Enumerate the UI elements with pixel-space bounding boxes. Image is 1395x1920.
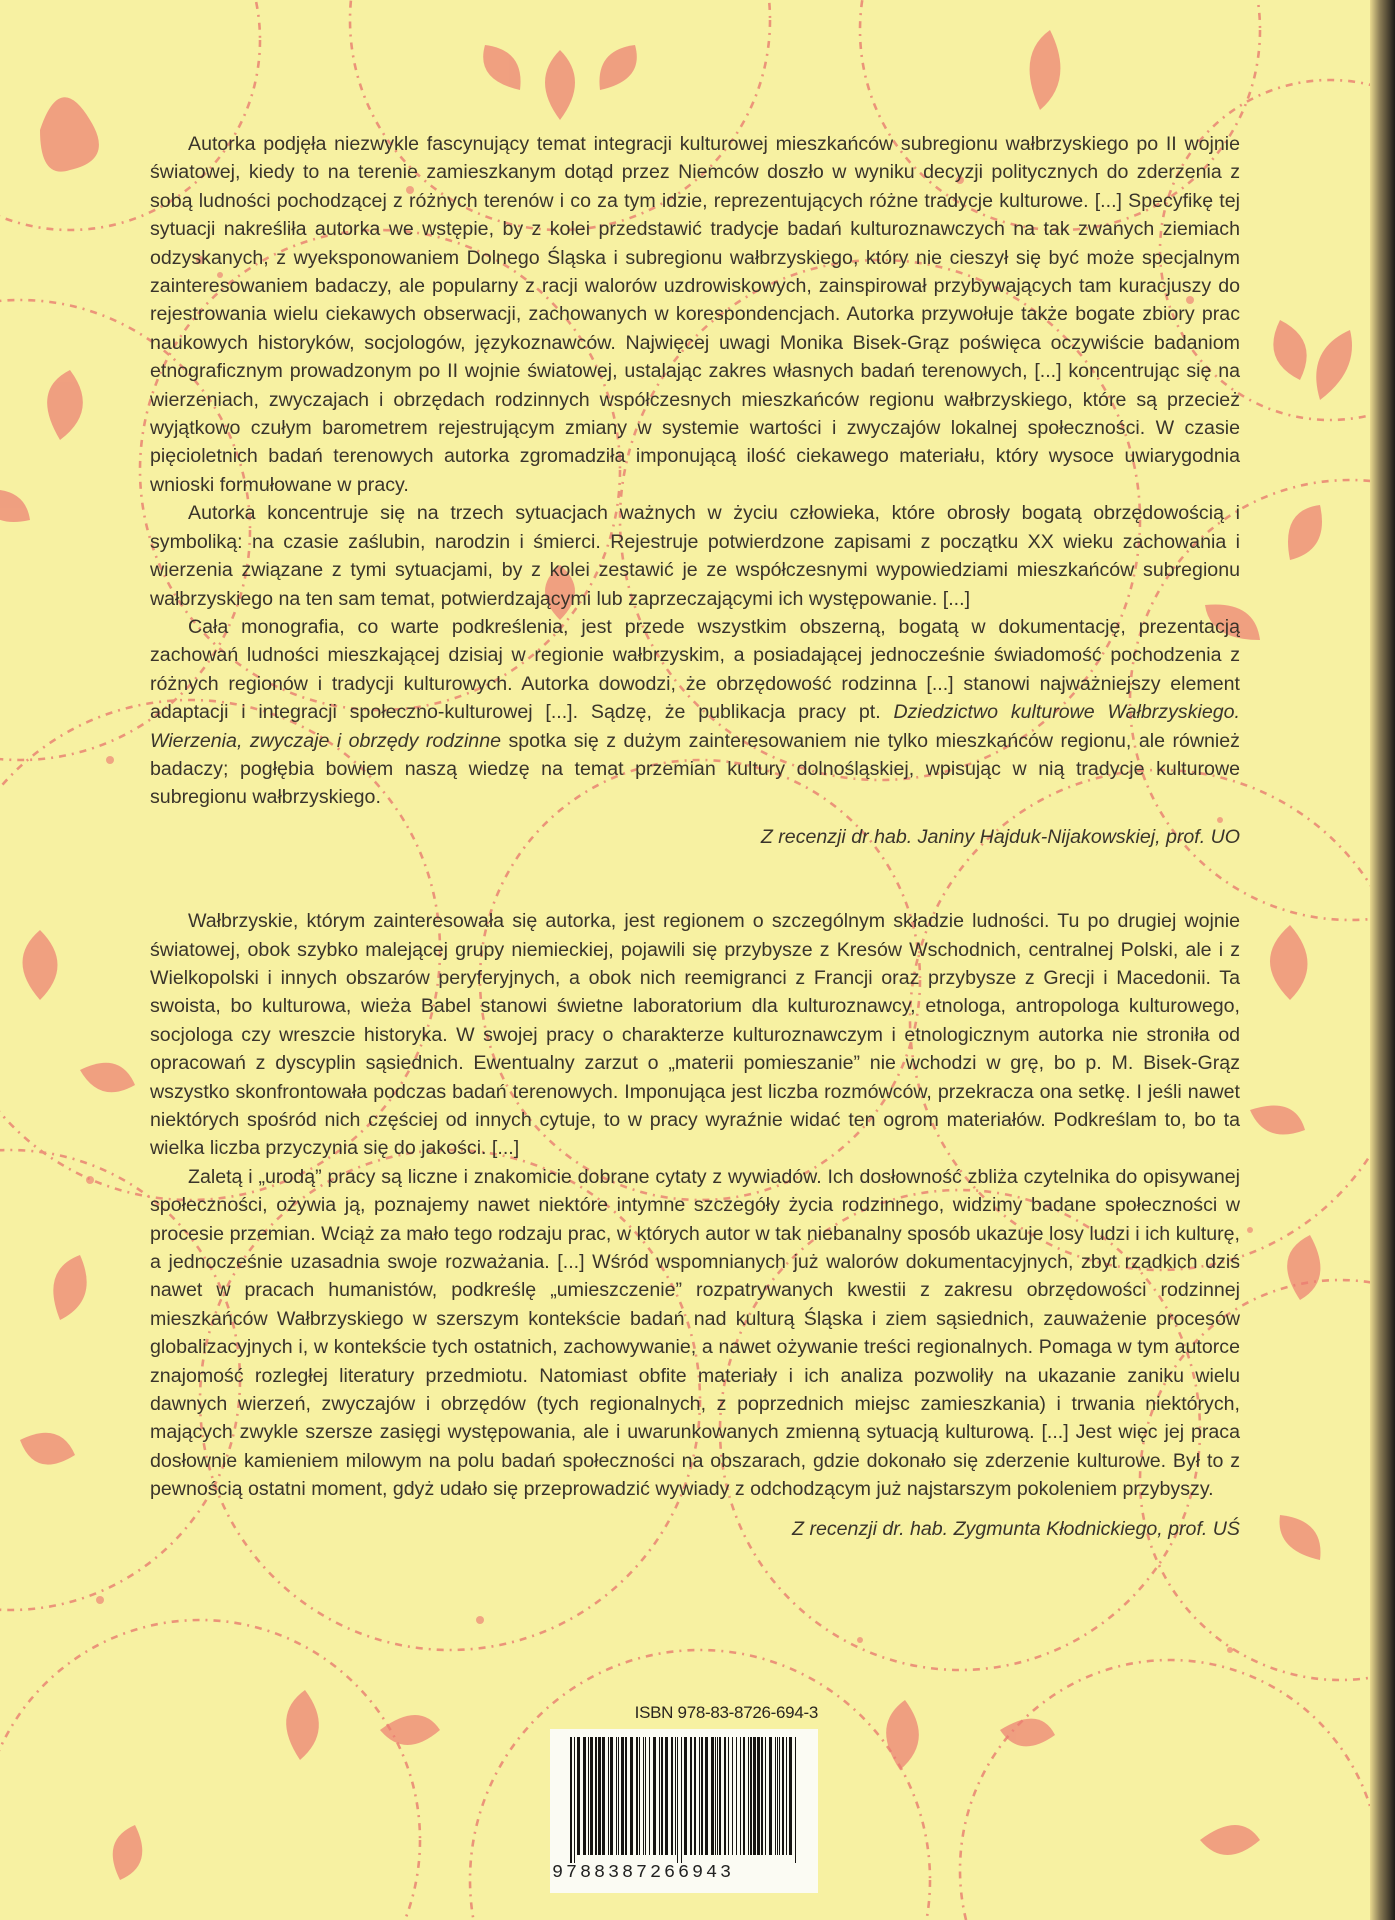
barcode-bar xyxy=(671,1737,673,1855)
barcode-bar xyxy=(753,1737,756,1855)
barcode-bar xyxy=(748,1737,749,1855)
barcode-bar xyxy=(701,1737,703,1855)
barcode-bar xyxy=(715,1737,716,1855)
barcode-bar xyxy=(621,1737,624,1855)
barcode-bar xyxy=(750,1737,752,1855)
isbn-label: ISBN 978-83-8726-694-3 xyxy=(634,1703,818,1722)
review1-paragraph-1: Autorka podjęła niezwykle fascynujący temat integracji kulturowej mieszkańców subregionu wałbrzyskiego po II wojnie światowej, kiedy to na terenie zamieszkanym dotąd przez Niemców doszło w wyniku decyzji politycznych do zderzenia z sobą ludności pochodzącej z różnych terenów i co za tym idzie, reprezentujących różne tradycje kulturowe. [...] Specyfikę tej sytuacji nakreśliła autorka we wstępie, by z kolei przedstawić tradycje badań kulturoznawczych na tak zwanych ziemiach odzyskanych, z wyeksponowaniem Dolnego Śląska i subregionu wałbrzyskiego, który nie cieszył się być może specjalnym zainteresowaniem badaczy, ale popularny z racji walorów uzdrowiskowych, zainspirował przybywających tam kuracjuszy do rejestrowania wielu ciekawych obserwacji, zachowanych w korespondencjach. Autorka przywołuje także bogate zbiory prac naukowych historyków, socjologów, językoznawców. Najwięcej uwagi Monika Bisek-Grąz poświęca oczywiście badaniom etnograficznym prowadzonym po II wojnie światowej, ustalając zakres własnych badań terenowych, [...] koncentrując się na wierzeniach, zwyczajach i obrzędach rodzinnych współczesnych mieszkańców regionu wałbrzyskiego, które są przecież wyjątkowo czułym barometrem rejestrującym zmiany w systemie wartości i zwyczajów lokalnej społeczności. W czasie pięcioletnich badań terenowych autorka zgromadziła imponującą ilość ciekawego materiału, który wysoce uwiarygodnia wnioski formułowane w pracy. xyxy=(150,133,1240,496)
barcode-bar xyxy=(775,1737,776,1855)
barcode-bar xyxy=(610,1737,613,1855)
barcode-bar xyxy=(769,1737,772,1855)
barcode-bar xyxy=(757,1737,760,1855)
barcode-bar xyxy=(786,1737,787,1855)
barcode xyxy=(550,1729,818,1893)
barcode-bar xyxy=(653,1737,656,1855)
barcode-bar xyxy=(777,1737,778,1855)
barcode-bar xyxy=(736,1737,737,1855)
barcode-bar xyxy=(717,1737,718,1855)
barcode-bar xyxy=(639,1737,640,1855)
barcode-bar xyxy=(608,1737,609,1855)
barcode-bar xyxy=(636,1737,638,1855)
barcode-bar xyxy=(705,1737,708,1855)
barcode-bar xyxy=(590,1737,593,1855)
barcode-bar xyxy=(625,1737,627,1855)
review1-paragraph-3 xyxy=(150,613,1240,812)
section-gap xyxy=(150,851,1240,907)
barcode-bar xyxy=(649,1737,650,1855)
book-title-italic: Dziedzictwo kulturowe Wałbrzyskiego. Wierzenia, zwyczaje i obrzędy rodzinne xyxy=(150,701,1240,752)
review1-paragraph-3-closing: spotka się z dużym zainteresowaniem nie tylko mieszkańców regionu, ale również badaczy; pogłębia bowiem naszą wiedzę na temat przemian kultury dolnośląskiej, wpisując w nią tradycje kulturowe subregionu wałbrzyskiego. xyxy=(150,729,1240,809)
barcode-bar xyxy=(740,1737,741,1855)
barcode-bar xyxy=(761,1737,763,1855)
barcode-bar xyxy=(789,1737,792,1855)
barcode-bar xyxy=(618,1737,619,1855)
barcode-bar xyxy=(795,1737,796,1863)
review1-paragraph-3-text: Cała monografia, co warte podkreślenia, jest przede wszystkim obszerną, bogatą w dokumentację, prezentacją zachowań ludności mieszkającej dzisiaj w regionie wałbrzyskim, a posiadającej jednocześnie świadomość pochodzenia z różnych regionów i tradycji kulturowych. Autorka dowodzi, że obrzędowość rodzinna [...] stanowi najważniejszy element adaptacji i integracji społeczno-kulturowej [...]. Sądzę, że publikacja pracy pt. xyxy=(150,615,1240,724)
review2-signature: Z recenzji dr. hab. Zygmunta Kłodnickiego, prof. UŚ xyxy=(792,1517,1240,1540)
barcode-bar xyxy=(677,1737,678,1863)
barcode-bar xyxy=(728,1737,729,1855)
barcode-bar xyxy=(690,1737,692,1855)
barcode-bar xyxy=(782,1737,784,1855)
barcode-bar xyxy=(598,1737,601,1855)
barcode-bar xyxy=(699,1737,700,1855)
barcode-bars xyxy=(564,1737,804,1863)
barcode-bar xyxy=(779,1737,780,1855)
barcode-bar xyxy=(732,1737,733,1855)
review1-paragraph-2: Autorka koncentruje się na trzech sytuacjach ważnych w życiu człowieka, które obrosły bogatą obrzędowością i symboliką: na czasie zaślubin, narodzin i śmierci. Rejestruje potwierdzone zapisami z początku XX wieku zachowania i wierzenia związane z tymi sytuacjami, by z kolei zestawić je ze współczesnymi wypowiedziami mieszkańców subregionu wałbrzyskiego na ten sam temat, potwierdzającymi lub zaprzeczającymi ich występowanie. [...] xyxy=(150,502,1240,610)
review2-paragraph-1: Wałbrzyskie, którym zainteresowała się autorka, jest regionem o szczególnym składzie ludności. Tu po drugiej wojnie światowej, obok szybko malejącej grupy niemieckiej, pojawili się przybysze z Kresów Wschodnich, centralnej Polski, ale i z Wielkopolski i innych obszarów peryferyjnych, a obok nich reemigranci z Francji oraz przybysze z Grecji i Macedonii. Ta swoista, bo kulturowa, wieża Babel stanowi świetne laboratorium dla kulturoznawcy, etnologa, antropologa kulturowego, socjologa czy wreszcie historyka. W swojej pracy o charakterze kulturoznawczym i etnologicznym autorka nie stroniła od opracowań z dyscyplin sąsiednich. Ewentualny zarzut o „materii pomieszanie” nie wchodzi w grę, bo p. M. Bisek-Grąz wszystko skonfrontowała podczas badań terenowych. Imponująca jest liczba rozmówców, przekracza ona setkę. I jeśli nawet niektórych spośród nich częściej od innych cytuje, to w pracy wyraźnie widać ten ogrom materiałów. Podkreślam to, bo ta wielka liczba przyczynia się do jakości. [...] xyxy=(150,910,1240,1160)
book-spine-edge xyxy=(1370,0,1395,1920)
barcode-bar xyxy=(645,1737,646,1855)
barcode-bar xyxy=(630,1737,633,1855)
barcode-bar xyxy=(711,1737,714,1855)
barcode-bar xyxy=(602,1737,605,1855)
barcode-bar xyxy=(595,1737,597,1855)
barcode-bar xyxy=(719,1737,721,1855)
barcode-bar xyxy=(577,1737,580,1855)
review1-signature: Z recenzji dr hab. Janiny Hajduk-Nijakowskiej, prof. UO xyxy=(760,825,1240,848)
isbn-barcode-block xyxy=(550,1703,818,1893)
barcode-bar xyxy=(588,1737,589,1855)
barcode-bar xyxy=(743,1737,745,1855)
barcode-bar xyxy=(570,1737,572,1863)
barcode-bar xyxy=(616,1737,617,1855)
barcode-bar xyxy=(681,1737,682,1863)
barcode-bar xyxy=(583,1737,586,1855)
review2-paragraph-2: Zaletą i „urodą” pracy są liczne i znakomicie dobrane cytaty z wywiadów. Ich dosłowność zbliża czytelnika do opisywanej społeczności, ożywia ją, poznajemy nawet niektóre intymne szczegóły życia rodzinnego, widzimy badane społeczności w procesie przemian. Wciąż za mało tego rodzaju prac, w których autor w tak niebanalny sposób ukazuje losy ludzi i ich kulturę, a jednocześnie uzasadnia swoje rozważania. [...] Wśród wspomnianych już walorów dokumentacyjnych, zbyt rzadkich dziś nawet w pracach humanistów, podkreślę „umieszczenie” rozpatrywanych kwestii z zakresu obrzędowości rodzinnej mieszkańców Wałbrzyskiego w szerszym kontekście badań nad kulturą Śląska i ziem sąsiednich, zauważenie procesów globalizacyjnych i, w kontekście tych ostatnich, zachowywanie, a nawet ożywanie treści regionalnych. Pomaga w tym autorce znajomość rozległej literatury przedmiotu. Natomiast obfite materiały i ich analiza pozwoliły na ukazanie zaniku wielu dawnych wierzeń, zwyczajów i obrzędów (tych regionalnych, z poprzednich miejsc zamieszkania) i trwania niektórych, mających zwykle szersze zasięgi występowania, ale i uwarunkowanych zmienną sytuacją kulturową. [...] Jest więc jej praca dosłownie kamieniem milowym na polu badań społeczności na obszarach, gdzie dokonało się zderzenie kulturowe. Był to z pewnością ostatni moment, gdyż udało się przeprowadzić wywiady z odchodzącym już najstarszym pokoleniem przybyszy. xyxy=(150,1165,1240,1501)
barcode-bar xyxy=(659,1737,660,1855)
barcode-bar xyxy=(724,1737,726,1855)
barcode-bar xyxy=(574,1737,575,1863)
barcode-bar xyxy=(665,1737,668,1855)
barcode-bar xyxy=(765,1737,766,1855)
barcode-bar xyxy=(694,1737,696,1855)
barcode-bar xyxy=(675,1737,676,1855)
barcode-digits: 9788387266943 xyxy=(552,1862,735,1883)
barcode-bar xyxy=(643,1737,644,1855)
barcode-bar xyxy=(684,1737,687,1855)
review-text-column xyxy=(150,130,1240,1543)
barcode-bar xyxy=(661,1737,663,1855)
